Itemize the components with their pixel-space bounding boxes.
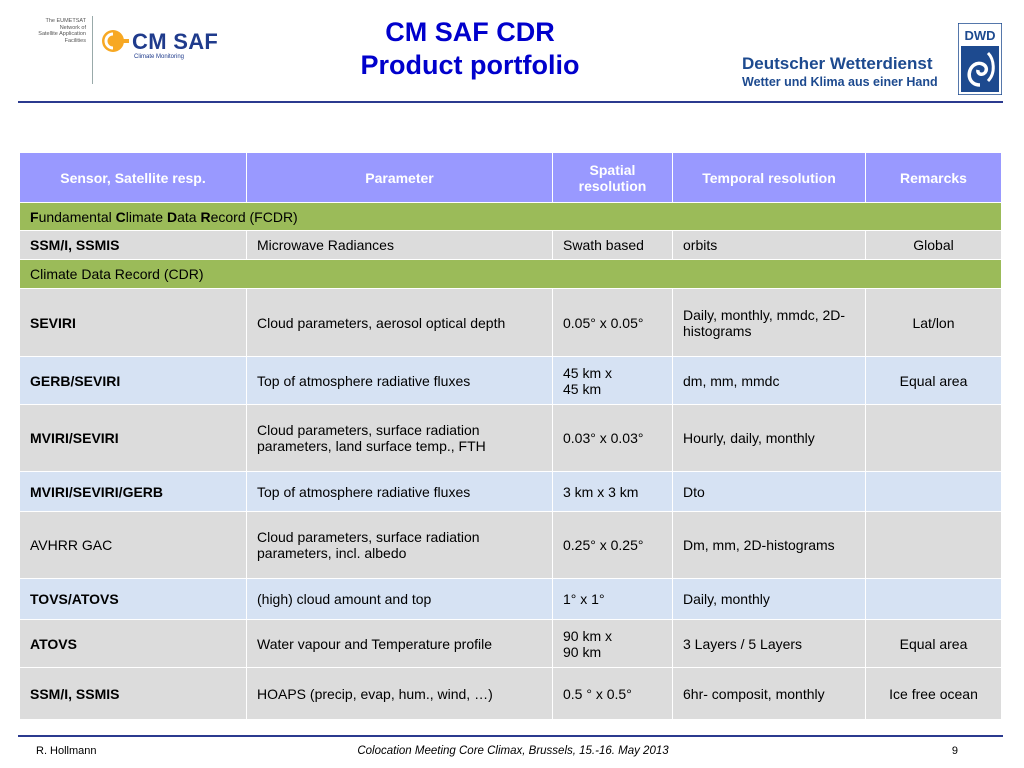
cell-spatial-line-1: 45 km x	[563, 364, 613, 381]
eumetsat-line-3: Satellite Application	[38, 31, 86, 37]
cell-parameter: Cloud parameters, surface radiation parameters, incl. albedo	[247, 512, 553, 579]
cell-temporal: Daily, monthly	[673, 579, 866, 620]
cell-parameter: Microwave Radiances	[247, 231, 553, 260]
header-rule	[18, 101, 1003, 103]
cell-remarks: Equal area	[866, 620, 1002, 668]
table-row	[20, 231, 1002, 260]
cell-sensor: AVHRR GAC	[20, 512, 247, 579]
table-header-row	[20, 153, 1002, 203]
eumetsat-line-4: Facilities	[64, 37, 86, 44]
fcdr-word-f: undamental	[38, 208, 116, 225]
fcdr-word-r: ecord (FCDR)	[210, 208, 298, 225]
cell-parameter: Water vapour and Temperature profile	[247, 620, 553, 668]
table-row	[20, 405, 1002, 472]
cell-temporal: Hourly, daily, monthly	[673, 405, 866, 472]
cell-parameter: Top of atmosphere radiative fluxes	[247, 472, 553, 512]
eumetsat-line-2: Network of	[59, 24, 86, 31]
cell-temporal: dm, mm, mmdc	[673, 357, 866, 405]
logo-divider	[92, 16, 93, 84]
cell-sensor: SEVIRI	[20, 289, 247, 357]
table-row	[20, 668, 1002, 720]
cell-remarks	[866, 472, 1002, 512]
eumetsat-network-label	[28, 18, 86, 44]
section-row-cdr	[20, 260, 1002, 289]
dwd-name: Deutscher Wetterdienst	[742, 54, 933, 73]
cell-sensor: MVIRI/SEVIRI	[20, 405, 247, 472]
cell-remarks: Global	[866, 231, 1002, 260]
section-row-fcdr	[20, 203, 1002, 231]
cell-parameter: Cloud parameters, aerosol optical depth	[247, 289, 553, 357]
col-header-sensor: Sensor, Satellite resp.	[20, 153, 247, 203]
cell-temporal: 6hr- composit, monthly	[673, 668, 866, 720]
cell-temporal: Dm, mm, 2D-histograms	[673, 512, 866, 579]
fcdr-initial-r: R	[200, 208, 211, 225]
page-number: 9	[951, 745, 958, 757]
dwd-badge-text: DWD	[964, 28, 996, 43]
cmsaf-sun-icon	[100, 28, 130, 54]
table-row	[20, 472, 1002, 512]
eumetsat-line-1: The EUMETSAT	[45, 18, 86, 24]
table-row	[20, 357, 1002, 405]
cell-spatial-line-2: 45 km	[563, 380, 602, 397]
col-header-temporal: Temporal resolution	[673, 153, 866, 203]
cmsaf-name: CM SAF	[132, 29, 219, 54]
fcdr-word-d: ata	[177, 208, 201, 225]
cell-parameter: HOAPS (precip, evap, hum., wind, …)	[247, 668, 553, 720]
table-row	[20, 512, 1002, 579]
title-line-2: Product portfolio	[360, 50, 580, 80]
cell-sensor: SSM/I, SSMIS	[20, 668, 247, 720]
cell-temporal: orbits	[673, 231, 866, 260]
cell-spatial: 1° x 1°	[553, 579, 673, 620]
footer-author: R. Hollmann	[36, 745, 97, 757]
col-header-parameter: Parameter	[247, 153, 553, 203]
section-label-fcdr	[20, 203, 1002, 231]
cell-spatial: 3 km x 3 km	[553, 472, 673, 512]
cell-sensor: ATOVS	[20, 620, 247, 668]
cell-temporal: Daily, monthly, mmdc, 2D-histograms	[673, 289, 866, 357]
cmsaf-logo-block	[28, 16, 228, 86]
cell-spatial-line-1: 90 km x	[563, 627, 613, 644]
fcdr-initial-d: D	[166, 208, 178, 225]
cell-temporal: Dto	[673, 472, 866, 512]
dwd-slogan: Wetter und Klima aus einer Hand	[742, 75, 938, 89]
cell-spatial-line-2: 90 km	[563, 643, 602, 660]
col-header-spatial: Spatial resolution	[553, 153, 673, 203]
cell-sensor: SSM/I, SSMIS	[20, 231, 247, 260]
cell-sensor: MVIRI/SEVIRI/GERB	[20, 472, 247, 512]
footer-rule	[18, 735, 1003, 737]
table-row	[20, 289, 1002, 357]
cell-spatial	[553, 620, 673, 668]
cell-temporal: 3 Layers / 5 Layers	[673, 620, 866, 668]
cell-spatial: 0.03° x 0.03°	[553, 405, 673, 472]
cell-remarks: Lat/lon	[866, 289, 1002, 357]
cmsaf-subtitle: Climate Monitoring	[134, 54, 185, 60]
table-row	[20, 579, 1002, 620]
cell-remarks	[866, 405, 1002, 472]
cell-remarks	[866, 579, 1002, 620]
cell-parameter: Top of atmosphere radiative fluxes	[247, 357, 553, 405]
fcdr-initial-c: C	[115, 208, 126, 225]
dwd-logo-icon	[958, 23, 1002, 95]
col-header-remarks: Remarcks	[866, 153, 1002, 203]
cell-spatial: 0.5 ° x 0.5°	[553, 668, 673, 720]
fcdr-word-c: limate	[125, 208, 167, 225]
cell-sensor: TOVS/ATOVS	[20, 579, 247, 620]
cell-remarks	[866, 512, 1002, 579]
product-portfolio-table	[19, 152, 1002, 720]
cell-sensor: GERB/SEVIRI	[20, 357, 247, 405]
cell-parameter: (high) cloud amount and top	[247, 579, 553, 620]
cell-spatial: 0.05° x 0.05°	[553, 289, 673, 357]
cell-spatial: Swath based	[553, 231, 673, 260]
cell-spatial	[553, 357, 673, 405]
cell-parameter: Cloud parameters, surface radiation parameters, land surface temp., FTH	[247, 405, 553, 472]
section-label-cdr: Climate Data Record (CDR)	[20, 260, 1002, 289]
cell-spatial: 0.25° x 0.25°	[553, 512, 673, 579]
fcdr-initial-f: F	[30, 208, 39, 225]
cell-remarks: Equal area	[866, 357, 1002, 405]
footer-event: Colocation Meeting Core Climax, Brussels, 15.-16. May 2013	[357, 745, 669, 757]
table-row	[20, 620, 1002, 668]
title-line-1: CM SAF CDR	[385, 17, 555, 47]
cell-remarks: Ice free ocean	[866, 668, 1002, 720]
page-title	[300, 16, 640, 82]
